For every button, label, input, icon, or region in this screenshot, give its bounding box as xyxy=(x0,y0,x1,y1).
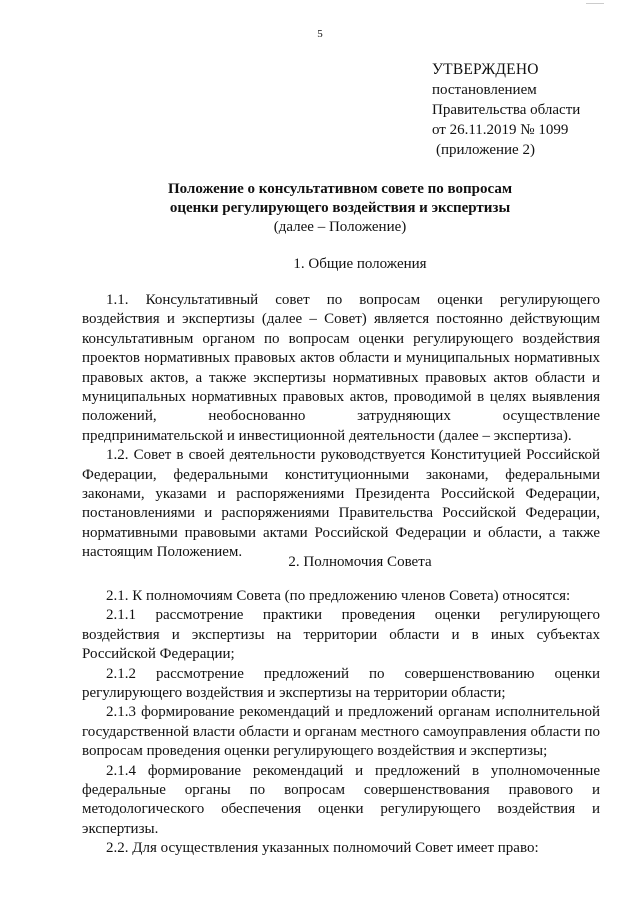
approval-line: постановлением xyxy=(432,82,537,98)
paragraph-2-1-1: 2.1.1 рассмотрение практики проведения оценки регулирующего воздействия и экспертизы на территории области и в иных субъектах Российской Федерации; xyxy=(82,607,600,663)
document-title xyxy=(80,180,600,237)
scan-mark xyxy=(586,0,604,4)
paragraph-1-1: 1.1. Консультативный совет по вопросам оценки регулирующего воздействия и экспертизы (далее – Совет) является постоянно действующим консультативным органом по вопросам оценки регулирующего воздействия проектов нормативных правовых актов области и муниципальных нормативных правовых актов, а также экспертизы нормативных правовых актов области и муниципальных нормативных правовых актов, проводимой в целях выявления положений, необоснованно затрудняющих осуществление предпринимательской и инвестиционной деятельности (далее – экспертиза). xyxy=(82,292,600,444)
approval-line: Правительства области xyxy=(432,102,581,118)
section-1-body xyxy=(82,291,600,563)
title-line: Положение о консультативном совете по вопросам xyxy=(167,181,513,197)
approval-title: УТВЕРЖДЕНО xyxy=(432,61,539,78)
page-number: 5 xyxy=(317,28,323,40)
paragraph-2-1: 2.1. К полномочиям Совета (по предложению членов Совета) относятся: xyxy=(106,588,571,604)
approval-date-number: от 26.11.2019 № 1099 xyxy=(432,122,569,138)
section-heading-1: 1. Общие положения xyxy=(293,256,427,272)
approval-block xyxy=(432,60,580,160)
paragraph-1-2: 1.2. Совет в своей деятельности руководствуется Конституцией Российской Федерации, федеральными конституционными законами, федеральными законами, указами и распоряжениями Президента Российской Федерации, постановлениями и распоряжениями Правительства Российской Федерации, нормативными правовыми актами Российской Федерации и области, а также настоящим Положением. xyxy=(82,447,600,561)
section-heading-2: 2. Полномочия Совета xyxy=(288,554,432,570)
paragraph-2-2: 2.2. Для осуществления указанных полномочий Совет имеет право: xyxy=(106,840,539,857)
approval-appendix: (приложение 2) xyxy=(436,142,535,158)
paragraph-2-1-4: 2.1.4 формирование рекомендаций и предложений в уполномоченные федеральные органы по вопросам совершенствования правового и методологического обеспечения оценки регулирующего воздействия и экспертизы. xyxy=(82,762,600,837)
title-line: оценки регулирующего воздействия и экспертизы xyxy=(169,200,511,216)
paragraph-2-1-2: 2.1.2 рассмотрение предложений по совершенствованию оценки регулирующего воздействия и экспертизы на территории области; xyxy=(82,665,600,702)
paragraph-2-1-3: 2.1.3 формирование рекомендаций и предложений органам исполнительной государственной власти области и органам местного самоуправления области по вопросам проведения оценки регулирующего воздействия и экспертизы; xyxy=(82,704,600,760)
title-note: (далее – Положение) xyxy=(273,219,407,235)
section-2-body xyxy=(82,587,600,859)
